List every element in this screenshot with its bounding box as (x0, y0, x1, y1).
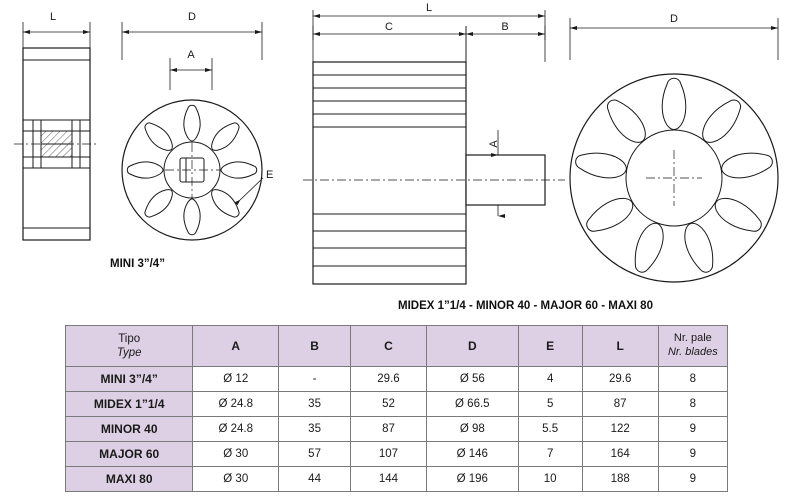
dim-long-C (313, 21, 466, 62)
caption-midex: MIDEX 1”1/4 - MINOR 40 - MAJOR 60 - MAXI 80 (398, 300, 653, 312)
cell-l: 87 (582, 392, 658, 417)
cell-type: MINOR 40 (66, 417, 193, 442)
cell-e: 5.5 (518, 417, 582, 442)
cell-b: - (279, 367, 351, 392)
cell-c: 52 (351, 392, 427, 417)
header-l: L (582, 326, 658, 367)
header-blades-it-label: Nr. pale (673, 332, 712, 345)
dim-label-A-front: A (187, 49, 195, 61)
cell-c: 144 (351, 467, 427, 492)
dim-label-E-front: E (266, 169, 274, 181)
cell-b: 57 (279, 442, 351, 467)
cell-d: Ø 196 (426, 467, 518, 492)
cell-d: Ø 146 (426, 442, 518, 467)
cell-b: 44 (279, 467, 351, 492)
dim-label-L-side: L (49, 11, 57, 23)
cell-e: 10 (518, 467, 582, 492)
cell-b: 35 (279, 392, 351, 417)
header-a: A (193, 326, 279, 367)
cell-l: 188 (582, 467, 658, 492)
front-impeller-mini (122, 100, 273, 240)
cell-d: Ø 66.5 (426, 392, 518, 417)
cell-a: Ø 30 (193, 467, 279, 492)
dim-label-C-long: C (385, 21, 393, 33)
cell-e: 4 (518, 367, 582, 392)
table-row (66, 442, 728, 467)
cell-blades: 9 (658, 442, 727, 467)
cell-type: MAXI 80 (66, 467, 193, 492)
specifications-table (65, 325, 728, 492)
header-e: E (518, 326, 582, 367)
cell-blades: 9 (658, 417, 727, 442)
longitudinal-section (303, 62, 565, 284)
cell-type: MINI 3”/4” (66, 367, 193, 392)
cell-a: Ø 30 (193, 442, 279, 467)
header-type-en-label: Type (116, 347, 142, 359)
dim-label-A-shaft: A (488, 140, 500, 148)
cell-a: Ø 24.8 (193, 417, 279, 442)
cell-a: Ø 12 (193, 367, 279, 392)
dim-side-L (23, 11, 90, 48)
dim-label-L-long: L (425, 2, 433, 14)
table-row (66, 467, 728, 492)
side-section-body (14, 48, 99, 240)
dim-label-B-long: B (501, 21, 509, 33)
cell-c: 87 (351, 417, 427, 442)
caption-mini: MINI 3”/4” (110, 258, 165, 270)
cell-a: Ø 24.8 (193, 392, 279, 417)
header-type (66, 326, 193, 367)
cell-d: Ø 98 (426, 417, 518, 442)
cell-l: 122 (582, 417, 658, 442)
dim-right-D (570, 13, 778, 60)
header-c: C (351, 326, 427, 367)
cell-type: MAJOR 60 (66, 442, 193, 467)
dim-front-A (170, 49, 212, 90)
table-row (66, 392, 728, 417)
header-b: B (279, 326, 351, 367)
cell-type: MIDEX 1”1/4 (66, 392, 193, 417)
header-blades (658, 326, 727, 367)
cell-l: 29.6 (582, 367, 658, 392)
cell-c: 107 (351, 442, 427, 467)
cell-b: 35 (279, 417, 351, 442)
dim-label-D-front: D (188, 11, 196, 23)
table-header-row (66, 326, 728, 367)
table-row (66, 367, 728, 392)
header-blades-en-label: Nr. blades (667, 346, 718, 358)
cell-l: 164 (582, 442, 658, 467)
cell-blades: 9 (658, 467, 727, 492)
cell-blades: 8 (658, 392, 727, 417)
cell-d: Ø 56 (426, 367, 518, 392)
cell-e: 7 (518, 442, 582, 467)
dim-label-D-right: D (670, 13, 678, 25)
front-impeller-large (570, 74, 778, 282)
dim-long-B (466, 21, 545, 62)
cell-c: 29.6 (351, 367, 427, 392)
cell-blades: 8 (658, 367, 727, 392)
cell-e: 5 (518, 392, 582, 417)
table-row (66, 417, 728, 442)
header-type-it-label: Tipo (118, 332, 141, 345)
header-d: D (426, 326, 518, 367)
